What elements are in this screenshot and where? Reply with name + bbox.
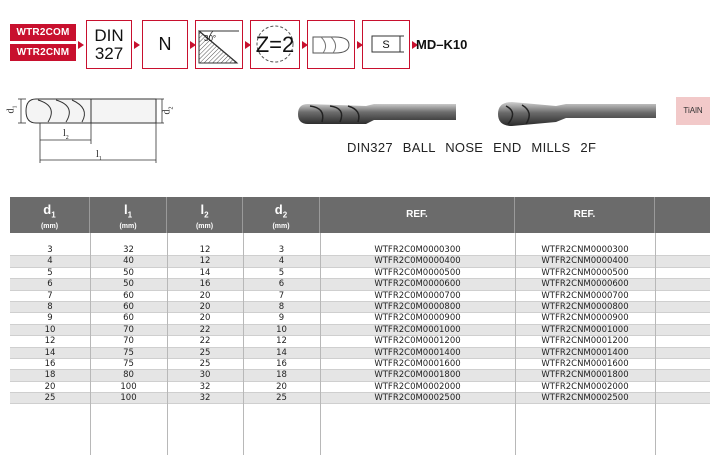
cell-ref-1: WTFR2C0M0002500 <box>374 393 461 404</box>
cell-l1: 80 <box>123 370 134 381</box>
column-divider <box>515 233 516 455</box>
cell-d1: 5 <box>47 267 53 278</box>
standard-line1: DIN <box>94 25 124 45</box>
cell-d1: 12 <box>44 336 56 347</box>
dim-d2-label: $d_2$ <box>161 106 175 115</box>
helix-angle-badge <box>195 20 243 69</box>
cell-d2: 6 <box>278 279 285 290</box>
cell-d2: 4 <box>278 256 285 267</box>
cell-d2: 16 <box>276 358 287 369</box>
coating-badge: TiAlN <box>676 97 710 125</box>
cell-d1: 9 <box>47 313 53 324</box>
table-row <box>10 359 710 370</box>
cell-d1: 16 <box>44 358 56 369</box>
cell-d2: 9 <box>278 313 285 324</box>
cell-d2: 14 <box>276 347 287 358</box>
cell-ref-1: WTFR2C0M0001600 <box>374 358 461 369</box>
header-l2: $l_2$ (mm) <box>167 197 243 233</box>
table-row <box>10 348 710 359</box>
cell-d1: 7 <box>47 290 53 301</box>
cell-ref-2: WTFR2CNM0002000 <box>541 381 629 392</box>
table-row <box>10 325 710 336</box>
cell-l2: 32 <box>199 393 211 404</box>
cell-l2: 25 <box>199 358 211 369</box>
cell-l1: 70 <box>123 336 134 347</box>
cell-l2: 20 <box>199 301 211 312</box>
cell-d1: 3 <box>47 245 53 255</box>
column-divider <box>90 233 91 455</box>
grade-label: MD–K10 <box>416 37 468 52</box>
cell-l1: 60 <box>123 290 134 301</box>
cell-ref-1: WTFR2C0M0000300 <box>374 245 461 255</box>
cell-ref-1: WTFR2C0M0001400 <box>374 347 461 358</box>
arrow-icon <box>134 41 140 49</box>
cell-d2: 18 <box>276 370 287 381</box>
header-d2: $d_2$ (mm) <box>243 197 320 233</box>
cell-d2: 8 <box>278 301 285 312</box>
cell-ref-2: WTFR2CNM0001400 <box>541 347 629 358</box>
cell-l2: 32 <box>199 381 211 392</box>
cell-l1: 50 <box>123 267 134 278</box>
table-row <box>10 370 710 381</box>
table-row <box>10 279 710 290</box>
cell-ref-2: WTFR2CNM0001800 <box>541 370 629 381</box>
cell-d1: 18 <box>44 370 56 381</box>
cell-d1: 25 <box>44 393 56 404</box>
material-group-badge <box>142 20 188 69</box>
cell-ref-1: WTFR2C0M0000800 <box>374 301 461 312</box>
cell-ref-2: WTFR2CNM0000700 <box>541 290 629 301</box>
end-mill-photo-ball <box>496 98 661 130</box>
column-divider <box>655 233 656 455</box>
header-spacer <box>655 197 710 233</box>
cell-d1: 4 <box>47 256 53 267</box>
cell-l1: 75 <box>123 358 134 369</box>
cell-ref-2: WTFR2CNM0002500 <box>541 393 629 404</box>
cell-d1: 8 <box>47 301 53 312</box>
table-row <box>10 393 710 404</box>
table-row <box>10 291 710 302</box>
column-divider <box>167 233 168 455</box>
flutes-badge <box>250 20 300 69</box>
cell-ref-1: WTFR2C0M0002000 <box>374 381 461 392</box>
arrow-icon <box>78 41 84 49</box>
cell-l2: 22 <box>199 336 211 347</box>
cell-l1: 32 <box>123 245 134 255</box>
cell-ref-2: WTFR2CNM0000500 <box>541 267 629 278</box>
header-d1: $d_1$ (mm) <box>10 197 90 233</box>
cell-ref-2: WTFR2CNM0000900 <box>541 313 629 324</box>
cell-l2: 12 <box>199 245 211 255</box>
table-row <box>10 302 710 313</box>
standard-line2: 327 <box>94 43 124 63</box>
cell-ref-2: WTFR2CNM0001600 <box>541 358 629 369</box>
cell-l2: 20 <box>199 290 211 301</box>
cell-l2: 20 <box>199 313 211 324</box>
code-badge-wtr2com: WTR2COM <box>10 24 76 41</box>
tool-profile-badge <box>307 20 355 69</box>
cell-d2: 3 <box>278 245 285 255</box>
cell-l1: 60 <box>123 301 134 312</box>
material-group-label: N <box>158 34 172 54</box>
dim-l1-label: $l_1$ <box>96 149 102 162</box>
dim-d1-label: $d_1$ <box>5 105 19 114</box>
table-body <box>10 245 710 404</box>
table-row <box>10 382 710 393</box>
cell-ref-1: WTFR2C0M0000400 <box>374 256 461 267</box>
cell-ref-2: WTFR2CNM0001000 <box>541 324 629 335</box>
cell-l1: 100 <box>120 381 137 392</box>
cell-d1: 20 <box>44 381 56 392</box>
cell-l2: 30 <box>199 370 211 381</box>
cell-l2: 16 <box>199 279 211 290</box>
drill-point-icon <box>309 23 353 67</box>
cell-ref-1: WTFR2C0M0001800 <box>374 370 461 381</box>
cell-l1: 60 <box>123 313 134 324</box>
cell-d2: 12 <box>276 336 287 347</box>
cell-l2: 22 <box>199 324 211 335</box>
shank-badge <box>362 20 410 69</box>
column-divider <box>243 233 244 455</box>
header-l1: $l_1$ (mm) <box>90 197 167 233</box>
cell-d2: 25 <box>276 393 287 404</box>
cell-ref-1: WTFR2C0M0001000 <box>374 324 461 335</box>
cell-l1: 100 <box>120 393 137 404</box>
cell-ref-2: WTFR2CNM0000800 <box>541 301 629 312</box>
end-mill-photo-side <box>296 98 461 130</box>
flutes-label: Z=2 <box>255 31 295 57</box>
helix-angle-label: 30° <box>204 34 217 43</box>
cell-l1: 75 <box>123 347 134 358</box>
code-badge-wtr2cnm: WTR2CNM <box>10 44 76 61</box>
cell-l2: 14 <box>199 267 211 278</box>
table-row <box>10 313 710 324</box>
cell-l1: 70 <box>123 324 134 335</box>
cell-ref-2: WTFR2CNM0000300 <box>541 245 629 255</box>
table-header <box>10 197 710 233</box>
cell-ref-1: WTFR2C0M0000900 <box>374 313 461 324</box>
cell-d2: 5 <box>278 267 285 278</box>
cell-ref-1: WTFR2C0M0000500 <box>374 267 461 278</box>
cell-l1: 50 <box>123 279 134 290</box>
table-row <box>10 256 710 267</box>
header-ref-2: REF. <box>515 197 655 233</box>
cell-l1: 40 <box>123 256 134 267</box>
cell-d2: 20 <box>276 381 287 392</box>
dim-l2-label: $l_2$ <box>63 128 69 141</box>
cell-l2: 12 <box>199 256 211 267</box>
product-title: DIN327 BALL NOSE END MILLS 2F <box>347 140 597 155</box>
cell-d1: 6 <box>47 279 53 290</box>
cell-d1: 10 <box>44 324 56 335</box>
cell-ref-2: WTFR2CNM0000600 <box>541 279 629 290</box>
cell-ref-1: WTFR2C0M0000600 <box>374 279 461 290</box>
cell-ref-2: WTFR2CNM0000400 <box>541 256 629 267</box>
table-row <box>10 336 710 347</box>
cell-ref-2: WTFR2CNM0001200 <box>541 336 629 347</box>
cell-ref-1: WTFR2C0M0001200 <box>374 336 461 347</box>
product-codes <box>10 24 76 61</box>
cell-l2: 25 <box>199 347 211 358</box>
cell-d2: 7 <box>278 290 285 301</box>
helix-angle-icon <box>197 23 241 67</box>
table-row <box>10 245 710 256</box>
table-row <box>10 268 710 279</box>
cell-ref-1: WTFR2C0M0000700 <box>374 290 461 301</box>
standard-badge <box>86 20 132 69</box>
column-divider <box>320 233 321 455</box>
shank-label: S <box>382 38 390 51</box>
cell-d1: 14 <box>44 347 56 358</box>
header-ref-1: REF. <box>320 197 515 233</box>
cell-d2: 10 <box>276 324 287 335</box>
